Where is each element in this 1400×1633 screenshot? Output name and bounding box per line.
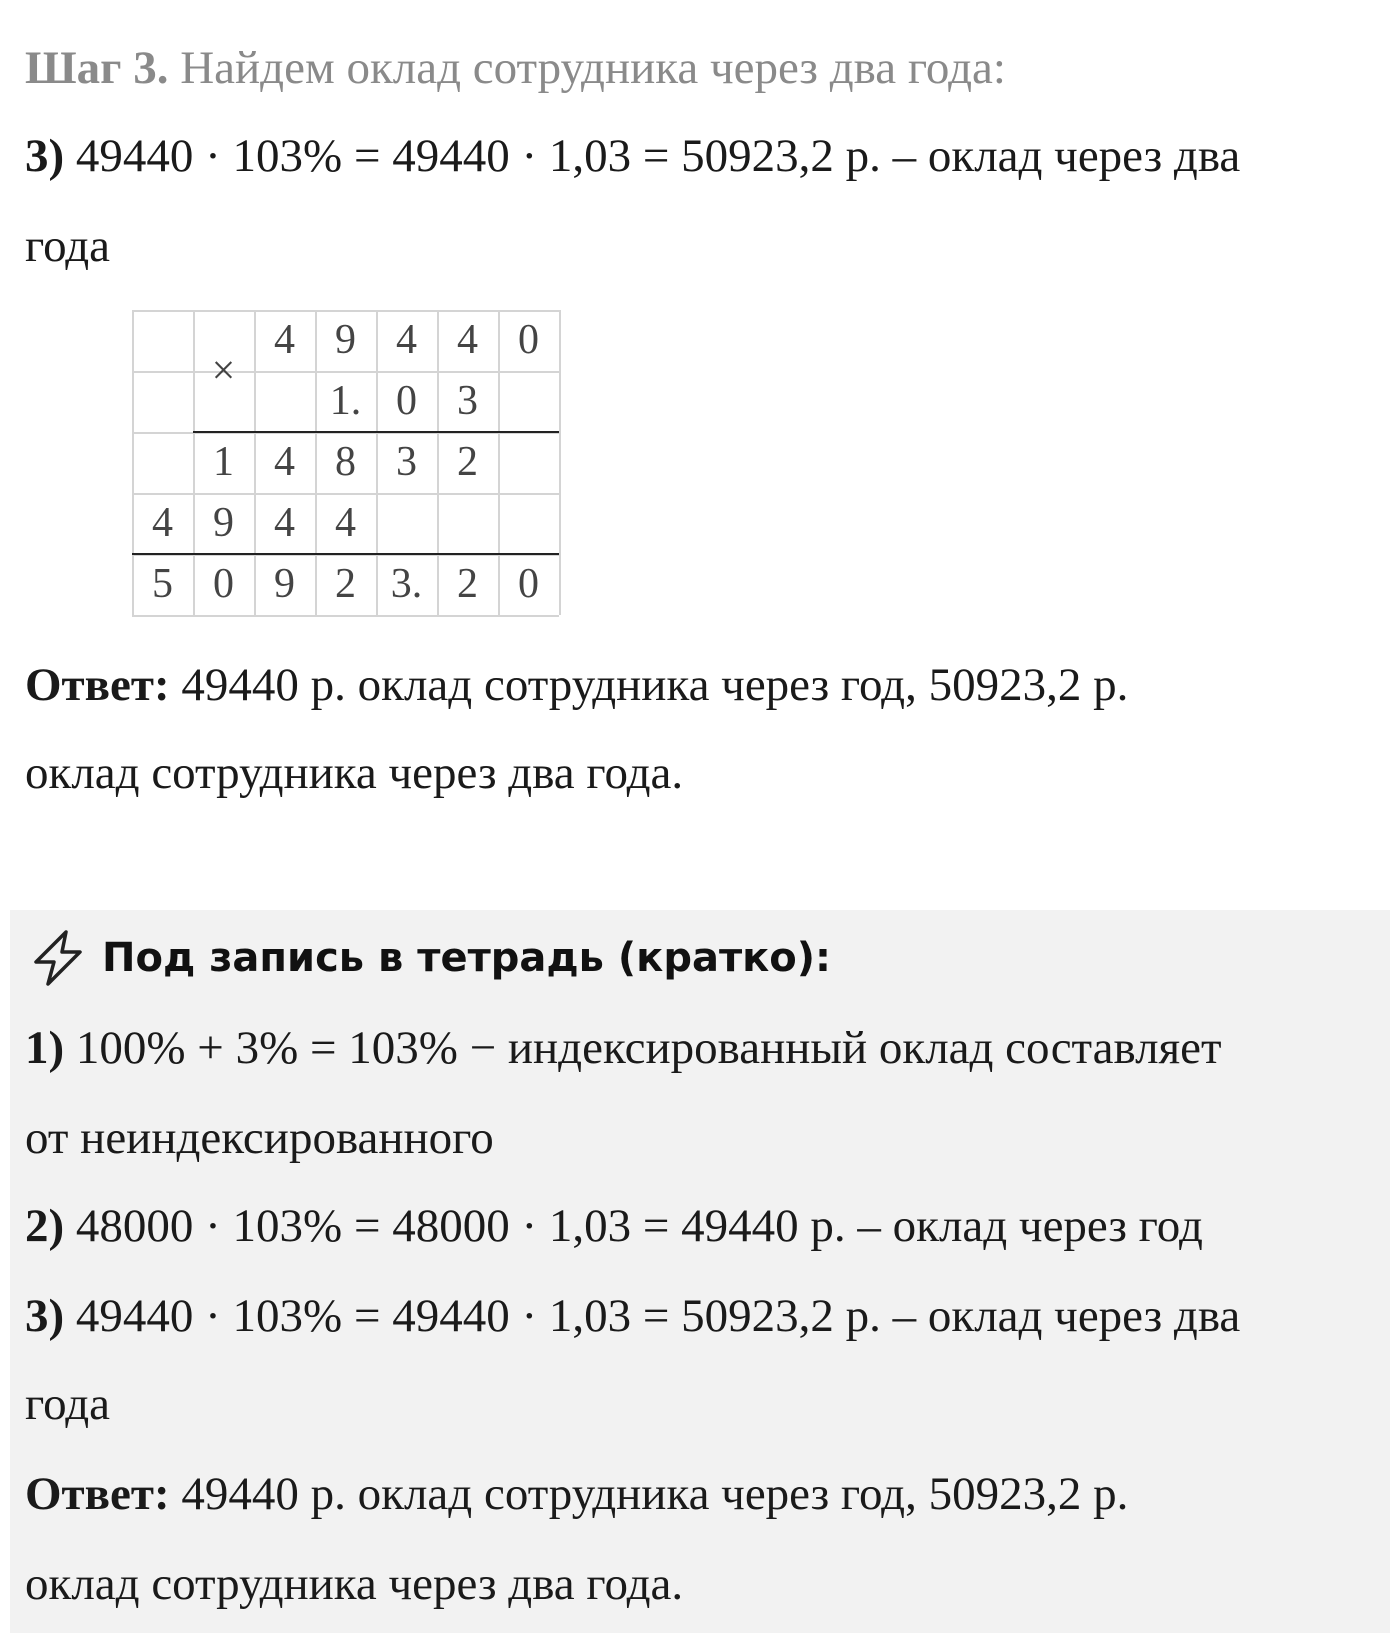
item-number: 3) <box>25 130 65 182</box>
grid-cell: 0 <box>213 561 234 607</box>
notes-item-2 <box>25 1198 1203 1254</box>
grid-cell: 2 <box>457 561 478 607</box>
grid-cell: 3. <box>390 561 423 607</box>
grid-cell: 1 <box>213 439 234 485</box>
grid-cell: 9 <box>213 500 234 546</box>
step-heading <box>25 40 1006 96</box>
answer-line <box>25 657 1128 713</box>
grid-cell: 3 <box>457 378 478 424</box>
grid-cell: 4 <box>274 439 295 485</box>
grid-cell: 4 <box>152 500 173 546</box>
grid-cell: 5 <box>152 561 173 607</box>
grid-cell: 0 <box>518 317 539 363</box>
grid-cell: 2 <box>335 561 356 607</box>
notes-answer <box>25 1466 1128 1522</box>
grid-cell: 2 <box>457 439 478 485</box>
grid-cell: 9 <box>335 317 356 363</box>
grid-cell: 4 <box>274 317 295 363</box>
grid-cell: 4 <box>457 317 478 363</box>
grid-cell: 4 <box>274 500 295 546</box>
calculation-rule <box>132 553 559 555</box>
notes-answer-continuation: оклад сотрудника через два года. <box>25 1558 684 1610</box>
grid-line <box>559 310 561 615</box>
item-number: 1) <box>25 1022 65 1074</box>
step-label: Шаг 3. <box>25 42 169 94</box>
notes-item-3-continuation: года <box>25 1378 111 1430</box>
lightning-icon <box>28 928 88 988</box>
grid-cell: 3 <box>396 439 417 485</box>
notes-box <box>10 910 1390 1633</box>
answer-continuation: оклад сотрудника через два года. <box>25 747 684 799</box>
item-number: 2) <box>25 1200 65 1252</box>
notes-heading <box>28 928 831 988</box>
solution-item-3 <box>25 128 1240 184</box>
answer-text: 49440 р. оклад сотрудника через год, 50923,2 р. <box>169 1468 1129 1520</box>
grid-cell: × <box>211 347 236 394</box>
grid-cell: 8 <box>335 439 356 485</box>
notes-item-1 <box>25 1020 1222 1076</box>
item-text: 49440 · 103% = 49440 · 1,03 = 50923,2 р. – оклад через два <box>64 130 1241 182</box>
item-text: 48000 · 103% = 48000 · 1,03 = 49440 р. – оклад через год <box>64 1200 1203 1252</box>
grid-cell: 4 <box>396 317 417 363</box>
notes-item-3 <box>25 1288 1240 1344</box>
grid-cell: 0 <box>396 378 417 424</box>
answer-label: Ответ: <box>25 1468 170 1520</box>
step-text: Найдем оклад сотрудника через два года: <box>168 42 1006 94</box>
calculation-rule <box>193 431 559 433</box>
multiplication-grid <box>132 310 559 616</box>
answer-label: Ответ: <box>25 659 170 711</box>
item-text: 100% + 3% = 103% − индексированный оклад составляет <box>64 1022 1222 1074</box>
grid-cell: 1. <box>329 378 362 424</box>
solution-item-3-continuation: года <box>25 220 111 272</box>
item-text: 49440 · 103% = 49440 · 1,03 = 50923,2 р. – оклад через два <box>64 1290 1241 1342</box>
answer-text: 49440 р. оклад сотрудника через год, 50923,2 р. <box>169 659 1129 711</box>
notes-heading-text: Под запись в тетрадь (кратко): <box>102 935 832 981</box>
notes-item-1-continuation: от неиндексированного <box>25 1112 494 1164</box>
grid-cell: 9 <box>274 561 295 607</box>
grid-line <box>132 615 559 617</box>
grid-cell: 0 <box>518 561 539 607</box>
item-number: 3) <box>25 1290 65 1342</box>
grid-cell: 4 <box>335 500 356 546</box>
